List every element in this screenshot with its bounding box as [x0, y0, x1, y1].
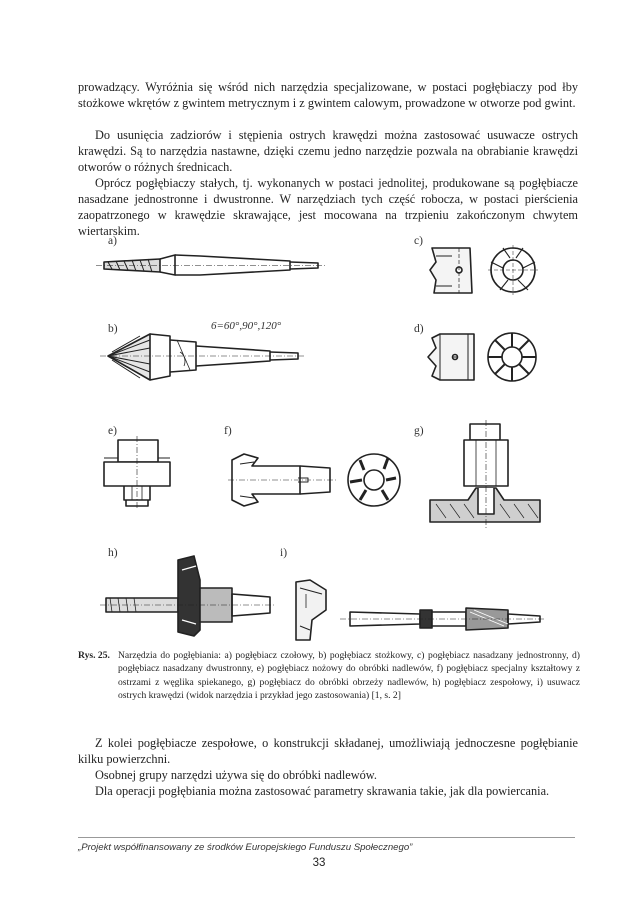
paragraph-2: Do usunięcia zadziorów i stępienia ostrych krawędzi można zastosować usuwacze ostrych krawędzi. Są to narzędzia nastawne, dzięki czemu jedno narzędzie pozwala na obrabianie krawędzi otworów o różnych średnicach. [78, 128, 578, 175]
tool-drawing-e [104, 436, 170, 510]
figure-label-c: c) [414, 235, 423, 247]
figure-label-f: f) [224, 425, 232, 437]
tool-drawing-a [96, 255, 325, 275]
figure-label-i: i) [280, 547, 288, 559]
footer-text: „Projekt współfinansowany ze środków Europejskiego Funduszu Społecznego” [78, 842, 413, 853]
tool-drawing-d [428, 333, 536, 381]
figure-label-a: a) [108, 235, 117, 247]
figure-label-e: e) [108, 425, 117, 437]
paragraph-4: Z kolei pogłębiacze zespołowe, o konstrukcji składanej, umożliwiają jednoczesne pogłębianie kilku powierzchni. [78, 736, 578, 767]
figure-caption [78, 649, 580, 702]
tool-drawing-i [296, 580, 546, 640]
paragraph-6: Dla operacji pogłębiania można zastosować parametry skrawania takie, jak dla powiercania. [95, 784, 550, 798]
figure-label-g: g) [414, 425, 424, 437]
paragraph-5: Osobnej grupy narzędzi używa się do obróbki nadlewów. [95, 768, 377, 782]
paragraph-1: prowadzący. Wyróżnia się wśród nich narzędzia specjalizowane, w postaci pogłębiaczy pod łby stożkowe wkrętów z gwintem metrycznym i z gwintem calowym, prowadzone w otworze pod gwint. [78, 80, 578, 111]
tool-drawing-c [430, 245, 538, 295]
footer-divider [78, 837, 575, 838]
page-number: 33 [312, 857, 326, 869]
caption-text: Narzędzia do pogłębiania: a) pogłębiacz czołowy, b) pogłębiacz stożkowy, c) pogłębiacz nasadzany jednostronny, d) pogłębiacz nasadzany dwustronny, e) pogłębiacz nożowy do obróbki nadlewów, f) pogłębiacz specjalny kształtowy z ostrzami z węglika spiekanego, g) pogłębiacz do obróbki obrzeży nadlewów, h) pogłębiacz zespołowy, i) usuwacz ostrych krawędzi (widok narzędzia i przykład jego zastosowania) [1, s. 2] [118, 650, 580, 701]
tool-drawing-g [430, 420, 540, 528]
tool-drawing-b [100, 334, 305, 380]
paragraph-3: Oprócz pogłębiaczy stałych, tj. wykonanych w postaci jednolitej, produkowane są pogłębiacze nasadzane jednostronne i dwustronne. W narzędziach tych część robocza, w postaci pierścienia zaopatrzonego w krawędzie skrawające, jest mocowana na trzpieniu zakończonym chwytem wiertarskim. [78, 176, 578, 239]
figure-label-d: d) [414, 323, 424, 335]
caption-head: Rys. 25. [78, 650, 110, 661]
figure-label-h: h) [108, 547, 118, 559]
tool-drawing-f [228, 454, 400, 506]
tool-drawing-h [100, 556, 276, 636]
figure-label-b: b) [108, 323, 118, 335]
angle-annotation: 6=60°,90°,120° [211, 320, 282, 332]
